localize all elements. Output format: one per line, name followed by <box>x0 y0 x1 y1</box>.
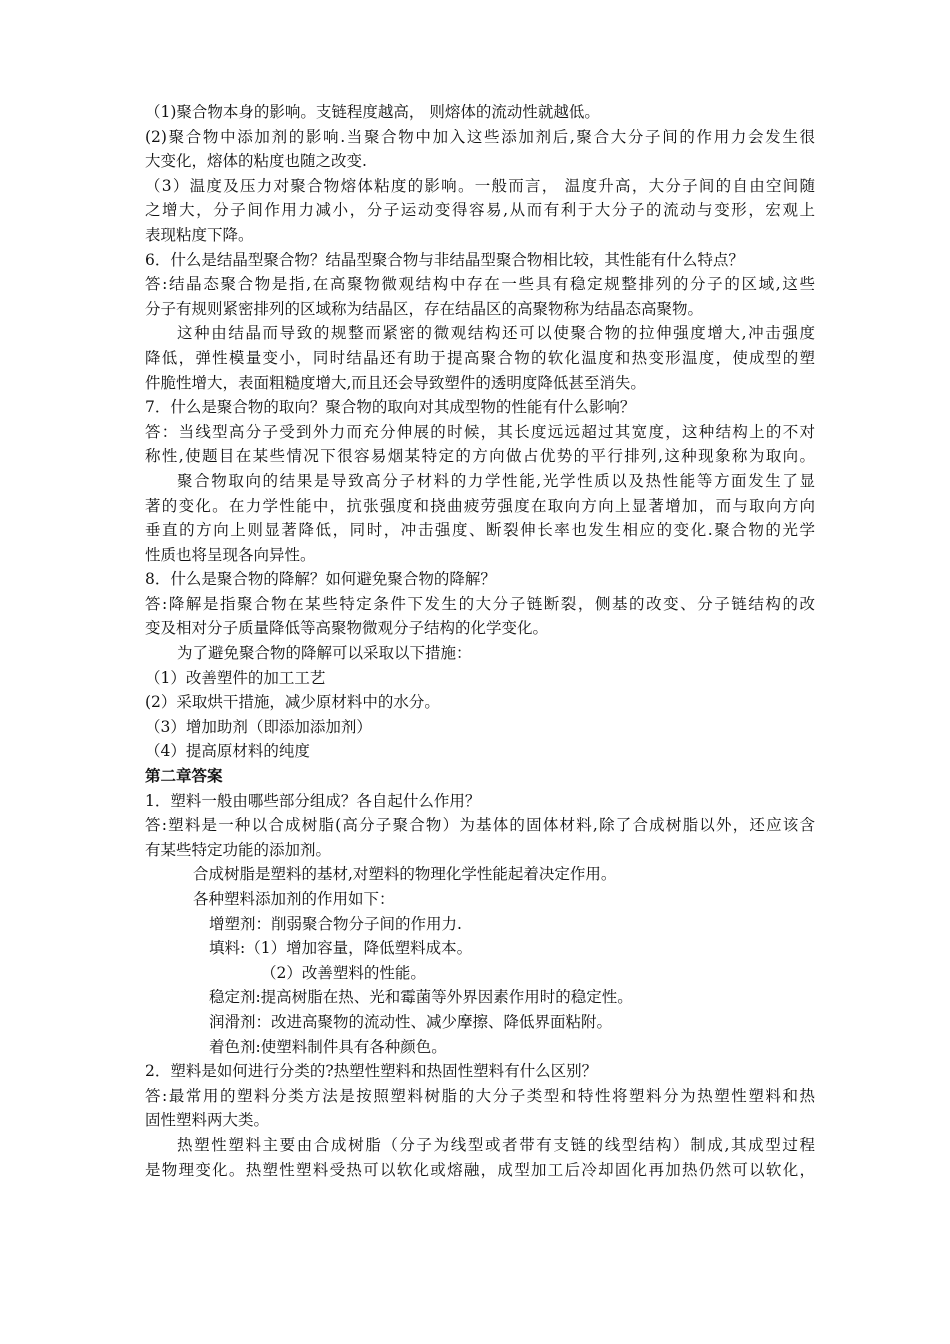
text-line: 称性,使题目在某些情况下很容易烟某特定的方向做占优势的平行排列,这种现象称为取向。 <box>145 447 815 466</box>
text-line: （4）提高原材料的纯度 <box>145 742 310 761</box>
text-line: 答:塑料是一种以合成树脂(高分子聚合物）为基体的固体材料,除了合成树脂以外，还应该含 <box>145 816 815 835</box>
text-line: 6．什么是结晶型聚合物？结晶型聚合物与非结晶型聚合物相比较，其性能有什么特点？ <box>145 250 744 269</box>
text-line: 答:降解是指聚合物在某些特定条件下发生的大分子链断裂，侧基的改变、分子链结构的改 <box>145 594 815 613</box>
text-line: 答:最常用的塑料分类方法是按照塑料树脂的大分子类型和特性将塑料分为热塑性塑料和热 <box>145 1086 815 1105</box>
text-line: 8．什么是聚合物的降解？如何避免聚合物的降解？ <box>145 570 496 589</box>
text-line: 着色剂:使塑料制件具有各种颜色。 <box>209 1037 447 1056</box>
text-line: 著的变化。在力学性能中，抗张强度和挠曲疲劳强度在取向方向上显著增加，而与取向方向 <box>145 496 815 515</box>
text-line: (2)聚合物中添加剂的影响.当聚合物中加入这些添加剂后,聚合大分子间的作用力会发生很 <box>145 127 815 146</box>
text-line: 热塑性塑料主要由合成树脂（分子为线型或者带有支链的线型结构）制成,其成型过程 <box>177 1135 815 1154</box>
text-line: （3）增加助剂（即添加添加剂） <box>145 717 372 736</box>
text-line: 填料:（1）增加容量，降低塑料成本。 <box>209 939 473 958</box>
text-line: 垂直的方向上则显著降低，同时，冲击强度、断裂伸长率也发生相应的变化.聚合物的光学 <box>145 521 815 540</box>
document-body <box>145 100 815 1182</box>
text-line: 降低，弹性模量变小，同时结晶还有助于提高聚合物的软化温度和热变形温度，使成型的塑 <box>145 348 815 367</box>
text-line: 为了避免聚合物的降解可以采取以下措施： <box>177 644 472 663</box>
text-line: 变及相对分子质量降低等高聚物微观分子结构的化学变化。 <box>145 619 549 638</box>
text-line: 是物理变化。热塑性塑料受热可以软化或熔融，成型加工后冷却固化再加热仍然可以软化， <box>145 1160 815 1179</box>
text-line: 增塑剂：削弱聚合物分子间的作用力. <box>209 914 462 933</box>
text-line: 表现粘度下降。 <box>145 225 254 244</box>
text-line: 这种由结晶而导致的规整而紧密的微观结构还可以使聚合物的拉伸强度增大,冲击强度 <box>177 324 815 343</box>
text-line: 润滑剂：改进高聚物的流动性、减少摩擦、降低界面粘附。 <box>209 1012 613 1031</box>
text-line: 性质也将呈现各向异性。 <box>145 545 316 564</box>
text-line: （1）改善塑件的加工工艺 <box>145 668 326 687</box>
text-line: 固性塑料两大类。 <box>145 1111 270 1130</box>
section-heading: 第二章答案 <box>145 766 223 786</box>
text-line: 2．塑料是如何进行分类的?热塑性塑料和热固性塑料有什么区别？ <box>145 1062 598 1081</box>
text-line: 分子有规则紧密排列的区域称为结晶区，存在结晶区的高聚物称为结晶态高聚物。 <box>145 299 704 318</box>
text-line: （1)聚合物本身的影响。支链程度越高， 则熔体的流动性就越低。 <box>145 103 600 121</box>
text-line: (2）采取烘干措施，减少原材料中的水分。 <box>145 693 440 712</box>
text-line: 稳定剂:提高树脂在热、光和霉菌等外界因素作用时的稳定性。 <box>209 988 633 1007</box>
text-line: 之增大，分子间作用力减小，分子运动变得容易,从而有利于大分子的流动与变形，宏观上 <box>145 201 815 220</box>
text-line: 答:结晶态聚合物是指,在高聚物微观结构中存在一些具有稳定规整排列的分子的区域,这些 <box>145 275 815 294</box>
text-line: 大变化，熔体的粘度也随之改变. <box>145 152 367 171</box>
text-line: （2）改善塑料的性能。 <box>261 963 426 982</box>
text-line: （3）温度及压力对聚合物熔体粘度的影响。一般而言， 温度升高，大分子间的自由空间随 <box>145 176 815 195</box>
text-line: 7．什么是聚合物的取向？聚合物的取向对其成型物的性能有什么影响？ <box>145 398 636 417</box>
text-line: 各种塑料添加剂的作用如下： <box>193 890 395 908</box>
text-line: 合成树脂是塑料的基材,对塑料的物理化学性能起着决定作用。 <box>193 865 617 884</box>
text-line: 聚合物取向的结果是导致高分子材料的力学性能,光学性质以及热性能等方面发生了显 <box>177 471 815 490</box>
text-line: 答：当线型高分子受到外力而充分伸展的时候，其长度远远超过其宽度，这种结构上的不对 <box>145 422 815 441</box>
text-line: 1．塑料一般由哪些部分组成？各自起什么作用？ <box>145 791 481 810</box>
text-line: 件脆性增大，表面粗糙度增大,而且还会导致塑件的透明度降低甚至消失。 <box>145 373 646 392</box>
text-line: 有某些特定功能的添加剂。 <box>145 840 332 859</box>
